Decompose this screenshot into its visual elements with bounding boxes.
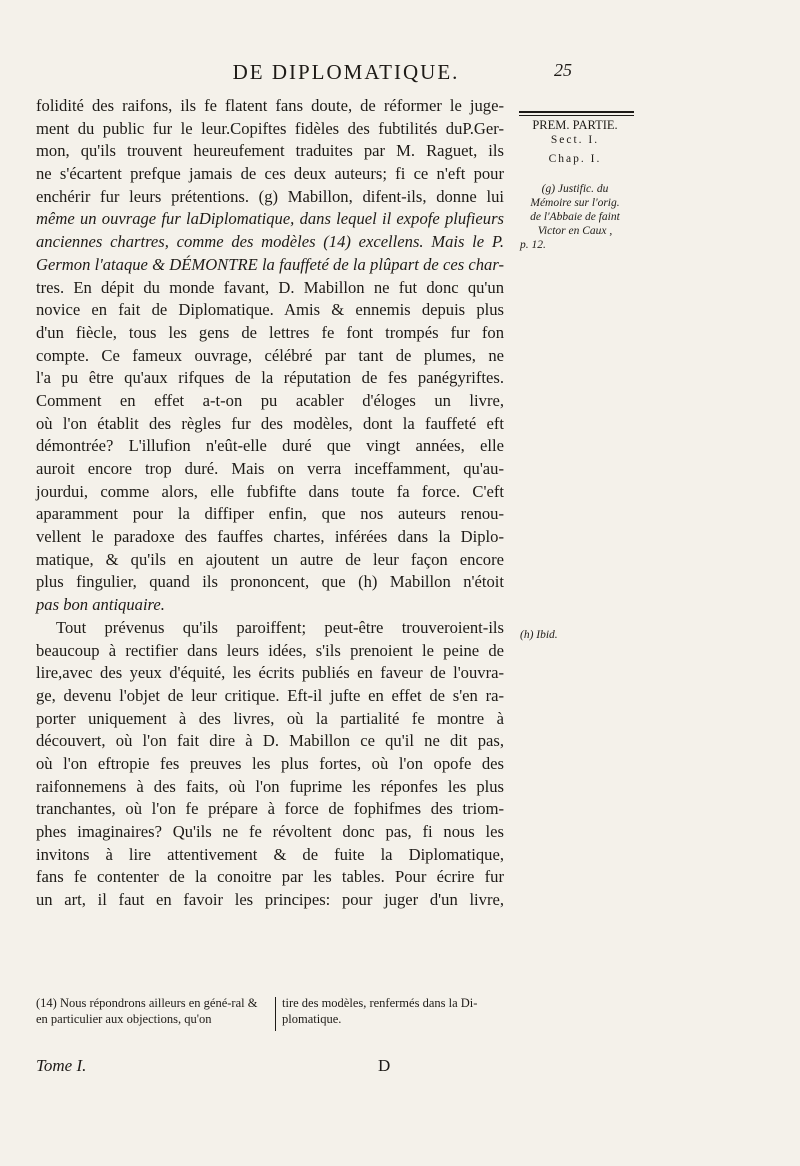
text-line: Comment en effet a-t-on pu acabler d'éloges un livre, [36,390,504,410]
text-line: démontrée? L'illufion n'eût-elle duré que vingt années, elle [36,436,504,456]
margin-note-g-line: de l'Abbaie de faint [530,211,620,223]
text-line: folidité des raifons, ils fe flatent fans doute, de réformer le juge- [36,96,504,115]
text-line: tres. En dépit du monde favant, D. Mabillon ne fut donc qu'un [36,277,504,297]
text-line: aparamment pour la diffiper enfin, que nos auteurs renou- [36,504,504,524]
text-line: raifonnemens à des faits, où l'on fuprime les réponfes les plus [36,776,504,796]
text-line: phes imaginaires? Qu'ils ne fe révoltent donc pas, fi nous les [36,822,504,841]
text-line: tranchantes, où l'on fe prépare à force de fophifmes des triom- [36,799,504,819]
margin-note-g-line: Mémoire sur l'orig. [530,197,620,209]
running-header [116,60,572,86]
margin-note-g [516,182,634,252]
text-line: découvert, où l'on fait dire à D. Mabillon ce qu'il ne dit pas, [36,731,504,751]
page-number: 25 [554,60,572,80]
text-line: beaucoup à rectifier dans leurs idées, s'ils prenoient le peine de [36,640,504,660]
footnote-right: tire des modèles, renfermés dans la Di-plomatique. [282,996,478,1026]
margin-note-g-line: p. 12. [520,239,546,251]
text-line: porter uniquement à des livres, où la partialité fe montre à [36,708,504,728]
text-line: novice en fait de Diplomatique. Amis & ennemis depuis plus [36,300,504,320]
text-line: fans fe contenter de la conoitre par les tables. Pour écrire fur [36,867,504,887]
text-line: invitons à lire attentivement & de fuite la Diplomatique, [36,844,504,864]
text-line: mon, qu'ils trouvent heureufement traduites par M. Raguet, ils [36,141,504,161]
text-line: l'a pu être qu'aux rifques de la réputation de fes panégyriftes. [36,368,504,388]
text-line: lire,avec des yeux d'équité, les écrits publiés en faveur de l'ouvra- [36,663,504,683]
text-line: enchérir fur leurs prétentions. (g) Mabillon, difent-ils, donne lui [36,186,504,206]
margin-chapter: Chap. I. [548,153,602,165]
text-line: où l'on établit des règles fur des modèles, dont la fauffeté eft [36,413,504,433]
margin-note-h: (h) Ibid. [520,629,558,641]
text-line: plus fingulier, quand ils prononcent, que (h) Mabillon n'étoit [36,572,504,592]
text-line: matique, & qu'ils en ajoutent un autre de leur façon encore [36,549,504,569]
running-title: DE DIPLOMATIQUE. [232,60,460,84]
text-line: ment du public fur le leur.Copiftes fidèles des fubtilités duP.Ger- [36,118,504,138]
text-line: vellent le paradoxe des fauffes chartes, inférées dans la Diplo- [36,527,504,547]
text-line: pas bon antiquaire. [36,595,165,615]
text-line: auroit encore trop duré. Mais on verra inceffamment, qu'au- [36,459,504,478]
footnote-left: (14) Nous répondrons ailleurs en géné-ral & en particulier aux objections, qu'on [36,996,258,1026]
margin-rule [519,111,634,113]
text-line: Tout prévenus qu'ils paroiffent; peut-être trouveroient-ils [56,617,504,637]
text-line: un art, il faut en favoir les principes: pour juger d'un livre, [36,890,504,910]
text-line: ne s'écartent prefque jamais de ces deux auteurs; fi ce n'eft pour [36,164,504,184]
margin-section: Sect. I. [550,134,600,146]
volume-label: Tome I. [36,1056,87,1075]
margin-note-g-line: Victor en Caux , [537,225,613,237]
text-line: jourdui, comme alors, elle fubfifte dans toute fa force. C'eft [36,481,504,501]
text-line: où l'on eftropie fes preuves les plus fortes, où l'on opofe des [36,753,504,773]
text-line: compte. Ce fameux ouvrage, célébré par tant de plumes, ne [36,345,504,365]
margin-note-g-line: (g) Justific. du [541,183,609,195]
footnote-divider [275,997,276,1031]
body-text [36,95,504,912]
text-line: d'un fiècle, tous les gens de lettres fe font trompés fur fon [36,322,504,342]
text-line: ge, devenu l'objet de leur critique. Eft-il jufte en effet de s'en ra- [36,685,504,705]
text-line: Germon l'ataque & DÉMONTRE la fauffeté de la plûpart de ces char- [36,254,504,274]
signature-mark: D [378,1056,391,1075]
margin-part: PREM. PARTIE. [532,118,618,132]
margin-rule-thin [519,115,634,116]
text-line: même un ouvrage fur laDiplomatique, dans lequel il expofe plufieurs [36,209,504,229]
text-line: anciennes chartres, comme des modèles (14) excellens. Mais le P. [36,232,504,252]
